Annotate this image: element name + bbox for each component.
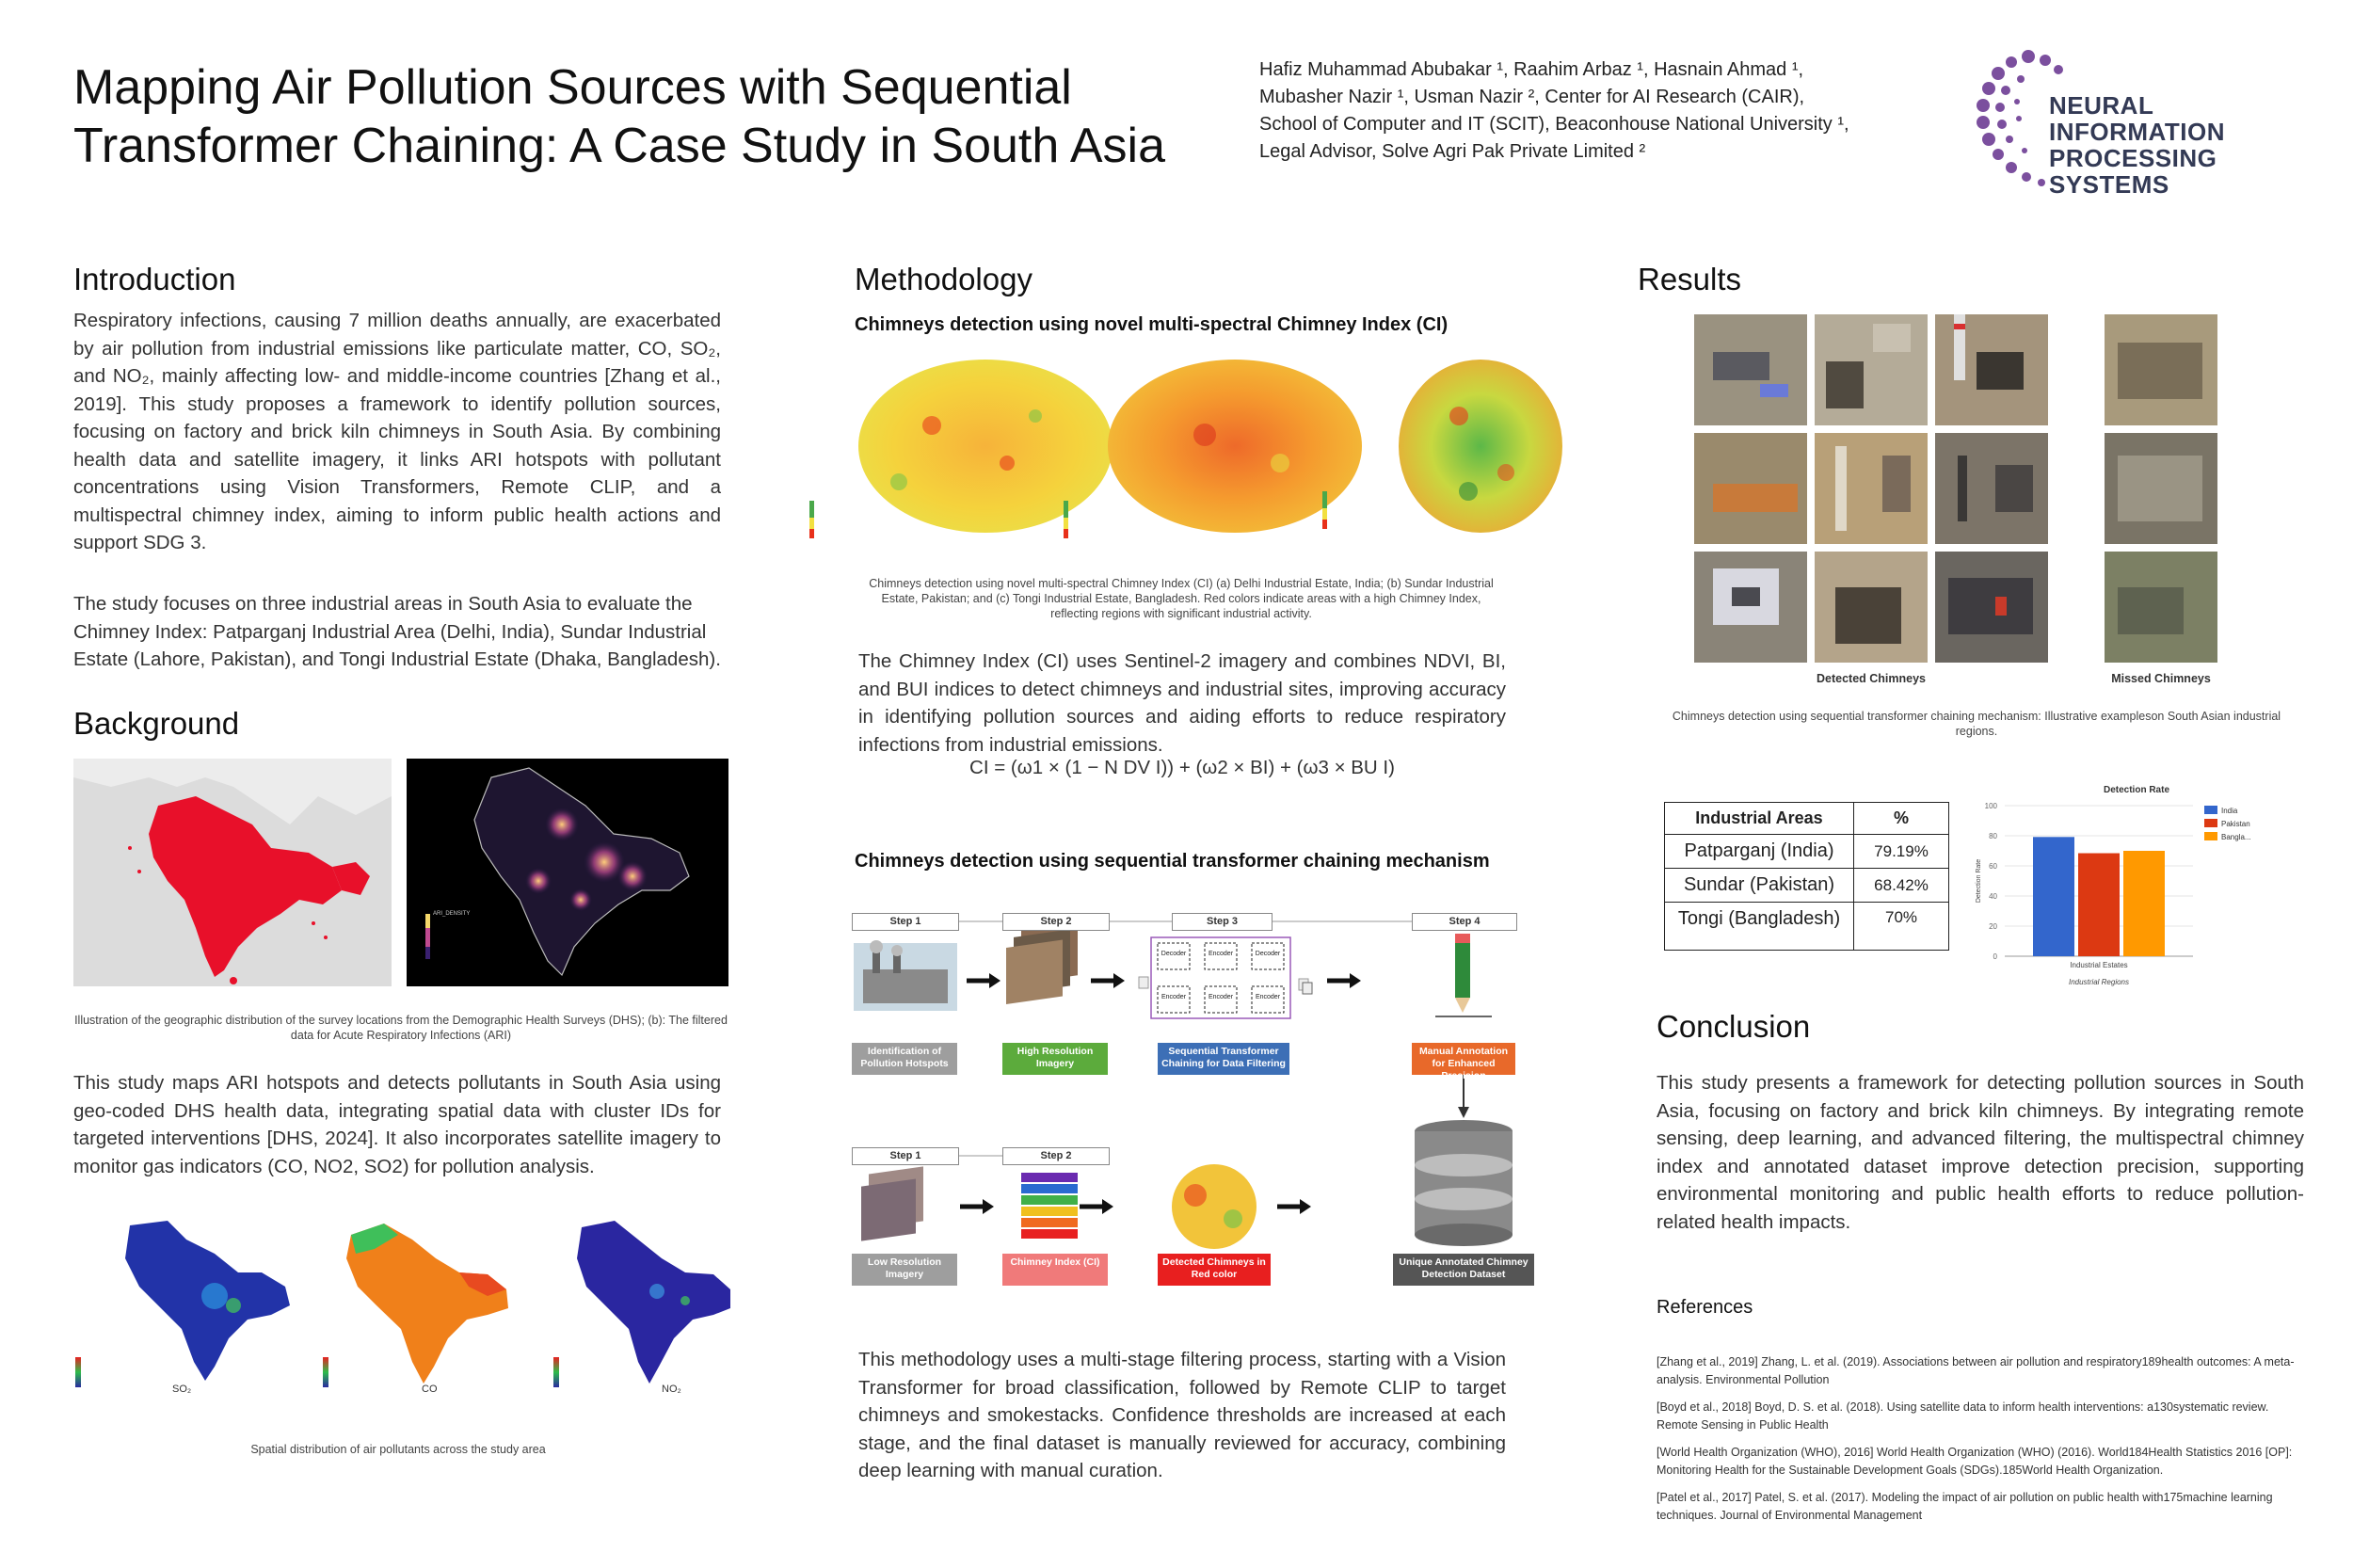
no2-label: NO₂ <box>662 1384 681 1395</box>
logo-text: NEURAL INFORMATION PROCESSING SYSTEMS <box>2049 91 2225 199</box>
map-caption: Illustration of the geographic distribution of the survey locations from the Demographic Health Surveys (DHS); (b): The filtered data for Acute Respiratory Infections (ARI) <box>74 1014 728 1042</box>
ci-caption: Chimneys detection using novel multi-spectral Chimney Index (CI) (a) Delhi Industrial Estate, India; (b) Sundar Industrial Estate, Pakistan; and (c) Tongi Industrial Estate, Bangladesh. Red colors indicate areas with a high Chimney Index, reflecting regions with significant industrial activity. <box>869 577 1494 620</box>
chart-legend-label: Bangla... <box>2221 833 2251 841</box>
transformer-subheading: Chimneys detection using sequential transformer chaining mechanism <box>855 851 1490 872</box>
chart-title: Detection Rate <box>2103 785 2170 795</box>
encoder-block: Encoder <box>1160 994 1187 1000</box>
title-line-1: Mapping Air Pollution Sources with Sequential <box>73 60 1072 115</box>
ari-legend-label: ARI_DENSITY <box>433 911 471 917</box>
detection-rate-chart <box>1958 779 2278 998</box>
table-cell: 79.19% <box>1854 835 1949 869</box>
table-cell: Patparganj (India) <box>1665 835 1854 869</box>
pipeline-diagram <box>852 913 1529 1308</box>
chart-y-label: Detection Rate <box>1976 858 1982 904</box>
ci-formula: CI = (ω1 × (1 − N DV I)) + (ω2 × BI) + (ω3 × BU I) <box>969 757 1395 778</box>
chart-legend-label: India <box>2221 807 2238 815</box>
authors-block <box>1259 56 1862 166</box>
box-annotated-dataset: Unique Annotated Chimney Detection Dataset <box>1393 1254 1534 1286</box>
pollutant-maps <box>73 1216 732 1395</box>
encoder-block: Encoder <box>1208 951 1234 957</box>
pipeline1-step4: Step 4 <box>1412 913 1517 931</box>
results-table <box>1664 802 1949 951</box>
chart-y-tick-label: 0 <box>1993 952 1997 961</box>
references-heading: References <box>1657 1297 1753 1318</box>
table-row <box>1665 903 1949 951</box>
introduction-paragraph: Respiratory infections, causing 7 million deaths annually, are exacerbated by air pollution from industrial emissions like particulate matter, CO, SO₂, and NO₂, mainly affecting low- and middle-income countries [Zhang et al., 2019]. This study proposes a framework to identify pollution sources, focusing on factory and brick kiln chimneys in South Asia. By combining health data and satellite imagery, it links ARI hotspots with pollutant concentrations using Vision Transformers, Remote CLIP, and a multispectral chimney index, aiming to inform public health actions and support SDG 3. <box>73 310 721 553</box>
box-transformer-chaining: Sequential Transformer Chaining for Data Filtering <box>1158 1043 1289 1075</box>
reference-item: [Zhang et al., 2019] Zhang, L. et al. (2019). Associations between air pollution and respiratory189health outcomes: A meta-analysis. Environmental Pollution <box>1657 1355 2295 1386</box>
table-cell: Sundar (Pakistan) <box>1665 869 1854 903</box>
ci-subheading: Chimneys detection using novel multi-spectral Chimney Index (CI) <box>855 314 1449 335</box>
detection-caption: Chimneys detection using sequential transformer chaining mechanism: Illustrative exampleson South Asian industrial regions. <box>1672 710 2281 738</box>
methodology-final-paragraph: This methodology uses a multi-stage filtering process, starting with a Vision Transformer for broad classification, followed by Remote CLIP to target chimneys and smokestacks. Confidence thresholds are increased at each stage, and the final dataset is manually reviewed for accuracy, combining deep learning with manual curation. <box>858 1349 1506 1481</box>
chart-bar-pakistan <box>2078 854 2120 956</box>
poster-title <box>73 58 1231 175</box>
author-line: Legal Advisor, Solve Agri Pak Private Limited ² <box>1259 141 1646 162</box>
reference-item: [Patel et al., 2017] Patel, S. et al. (2017). Modeling the impact of air pollution on public health with175machine learning techniques. Journal of Environmental Management <box>1657 1491 2273 1522</box>
table-header-row <box>1665 803 1949 835</box>
chart-y-tick-label: 80 <box>1989 832 1997 840</box>
chart-y-tick-label: 100 <box>1984 802 1997 810</box>
pipeline1-step2: Step 2 <box>1002 913 1110 931</box>
table-row <box>1665 869 1949 903</box>
table-header: Industrial Areas <box>1665 803 1854 835</box>
box-manual-annotation: Manual Annotation for Enhanced Precision <box>1412 1043 1515 1075</box>
conclusion-heading: Conclusion <box>1657 1009 1811 1044</box>
pipeline1-step3: Step 3 <box>1172 913 1273 931</box>
so2-label: SO₂ <box>172 1384 192 1395</box>
box-low-res-imagery: Low Resolution Imagery <box>852 1254 957 1286</box>
table-header: % <box>1854 803 1949 835</box>
title-line-2: Transformer Chaining: A Case Study in South Asia <box>73 119 1166 173</box>
box-detected-chimneys: Detected Chimneys in Red color <box>1158 1254 1271 1286</box>
chart-legend-swatch <box>2204 819 2217 827</box>
author-line: Mubasher Nazir ¹, Usman Nazir ², Center for AI Research (CAIR), <box>1259 87 1805 107</box>
chart-y-tick-label: 40 <box>1989 892 1997 901</box>
pipeline2-step2: Step 2 <box>1002 1147 1110 1165</box>
results-heading: Results <box>1638 262 1742 296</box>
box-chimney-index: Chimney Index (CI) <box>1002 1254 1108 1286</box>
chart-legend-swatch <box>2204 832 2217 840</box>
ci-maps <box>809 360 1562 548</box>
reference-item: [Boyd et al., 2018] Boyd, D. S. et al. (2018). Using satellite data to inform health interventions: a130systematic review. Remote Sensing in Public Health <box>1657 1400 2269 1432</box>
chart-y-tick-label: 20 <box>1989 922 1997 931</box>
author-line: School of Computer and IT (SCIT), Beaconhouse National University ¹, <box>1259 114 1849 135</box>
pollutant-caption: Spatial distribution of air pollutants across the study area <box>250 1443 546 1456</box>
table-cell: 68.42% <box>1854 869 1949 903</box>
pipeline2-step1: Step 1 <box>852 1147 959 1165</box>
background-heading: Background <box>73 706 240 741</box>
co-label: CO <box>422 1384 438 1395</box>
background-paragraph: This study maps ARI hotspots and detects pollutants in South Asia using geo-coded DHS health data, integrating spatial data with cluster IDs for targeted interventions [DHS, 2024]. It also incorporates satellite imagery to monitor gas indicators (CO, NO2, SO2) for pollution analysis. <box>73 1072 721 1177</box>
chart-bar-india <box>2033 837 2074 956</box>
detection-image-grid <box>1694 314 2221 685</box>
chart-y-tick-label: 60 <box>1989 862 1997 871</box>
decoder-block: Decoder <box>1255 951 1281 957</box>
table-cell: Tongi (Bangladesh) <box>1665 903 1854 951</box>
reference-item: [World Health Organization (WHO), 2016] World Health Organization (WHO) (2016). World184Health Statistics 2016 [OP]: Monitoring Health for the Sustainable Development Goals (SDGs).185World Health Organization. <box>1657 1446 2293 1477</box>
box-high-res-imagery: High Resolution Imagery <box>1002 1043 1108 1075</box>
dhs-survey-map <box>73 759 392 986</box>
encoder-block: Encoder <box>1208 994 1234 1000</box>
chart-legend-label: Pakistan <box>2221 820 2250 828</box>
chart-bar-bangla <box>2123 851 2165 956</box>
table-row <box>1665 835 1949 869</box>
neurips-logo <box>1972 45 2329 199</box>
chart-x-label: Industrial Regions <box>2068 978 2130 986</box>
pipeline1-step1: Step 1 <box>852 913 959 931</box>
table-cell: 70% <box>1854 903 1949 951</box>
detected-label: Detected Chimneys <box>1816 672 1926 685</box>
missed-label: Missed Chimneys <box>2111 672 2211 685</box>
methodology-heading: Methodology <box>855 262 1032 296</box>
author-line: Hafiz Muhammad Abubakar ¹, Raahim Arbaz ¹, Hasnain Ahmad ¹, <box>1259 59 1804 80</box>
chart-category-label: Industrial Estates <box>2070 961 2128 969</box>
box-pollution-hotspots: Identification of Pollution Hotspots <box>852 1043 957 1075</box>
study-areas-paragraph: The study focuses on three industrial areas in South Asia to evaluate the Chimney Index: Patparganj Industrial Area (Delhi, India), Sundar Industrial Estate (Lahore, Pakistan), and Tongi Industrial Estate (Dhaka, Bangladesh). <box>73 593 721 670</box>
encoder-block: Encoder <box>1255 994 1281 1000</box>
conclusion-paragraph: This study presents a framework for detecting pollution sources in South Asia, focusing on factory and brick kiln chimneys. By integrating remote sensing, deep learning, and advanced filtering, the multispectral chimney index and annotated dataset improve detection precision, supporting environmental monitoring and public health efforts to reduce pollution-related health impacts. <box>1657 1072 2304 1233</box>
chart-legend-swatch <box>2204 806 2217 814</box>
ci-paragraph: The Chimney Index (CI) uses Sentinel-2 imagery and combines NDVI, BI, and BUI indices to detect chimneys and industrial sites, improving accuracy in identifying pollution sources and aiding efforts to reduce respiratory infections from industrial emissions. <box>858 650 1506 756</box>
ari-density-map <box>407 759 728 986</box>
introduction-heading: Introduction <box>73 262 236 296</box>
decoder-block: Decoder <box>1160 951 1187 957</box>
